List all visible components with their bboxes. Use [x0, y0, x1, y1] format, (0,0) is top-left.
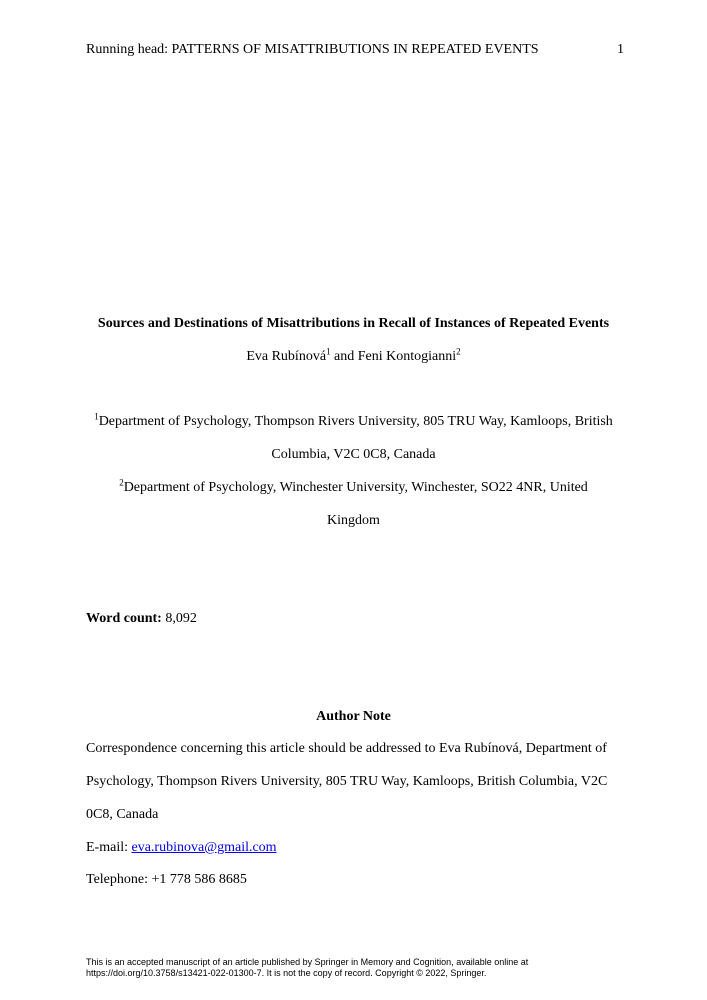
- affiliation-2-line-2: Kingdom: [327, 513, 380, 528]
- correspondence-line-3: 0C8, Canada: [86, 807, 159, 822]
- telephone-line: Telephone: +1 778 586 8685: [86, 872, 247, 887]
- page-number: 1: [617, 42, 624, 57]
- paper-title: Sources and Destinations of Misattributions in Recall of Instances of Repeated Events: [97, 316, 610, 331]
- word-count-label: Word count:: [86, 611, 162, 626]
- email-label: E-mail:: [86, 840, 132, 855]
- running-head: Running head: PATTERNS OF MISATTRIBUTIONS IN REPEATED EVENTS: [86, 42, 539, 57]
- author-line: [0, 346, 707, 365]
- email-line: [86, 840, 277, 856]
- affiliation-1-marker: 1: [94, 411, 99, 422]
- word-count-value: 8,092: [161, 611, 197, 626]
- author-note-heading: Author Note: [316, 709, 391, 724]
- author-2-name: Feni Kontogianni: [357, 349, 457, 364]
- affiliation-2-line-1: [0, 477, 707, 496]
- author-1-affiliation-marker: 1: [326, 346, 331, 357]
- affiliation-2-marker: 2: [119, 477, 124, 488]
- word-count: [86, 611, 197, 627]
- affiliation-2-text: Department of Psychology, Winchester University, Winchester, SO22 4NR, United: [123, 480, 588, 495]
- correspondence-line-1: Correspondence concerning this article should be addressed to Eva Rubínová, Department of: [86, 741, 607, 756]
- email-link[interactable]: eva.rubinova@gmail.com: [131, 840, 277, 855]
- footer-line-1: This is an accepted manuscript of an article published by Springer in Memory and Cognition, available online at: [86, 957, 529, 967]
- affiliation-1-text: Department of Psychology, Thompson Rivers University, 805 TRU Way, Kamloops, British: [98, 414, 613, 429]
- footer-line-2: https://doi.org/10.3758/s13421-022-01300-7. It is not the copy of record. Copyright © 2022, Springer.: [86, 968, 487, 978]
- affiliation-1-line-2: Columbia, V2C 0C8, Canada: [271, 447, 436, 462]
- author-2-affiliation-marker: 2: [456, 346, 461, 357]
- affiliation-1-line-1: [0, 411, 707, 430]
- author-1-name: Eva Rubínová: [246, 349, 327, 364]
- author-conjunction: and: [330, 349, 358, 364]
- correspondence-line-2: Psychology, Thompson Rivers University, 805 TRU Way, Kamloops, British Columbia, V2C: [86, 774, 608, 789]
- manuscript-footer: [86, 957, 528, 979]
